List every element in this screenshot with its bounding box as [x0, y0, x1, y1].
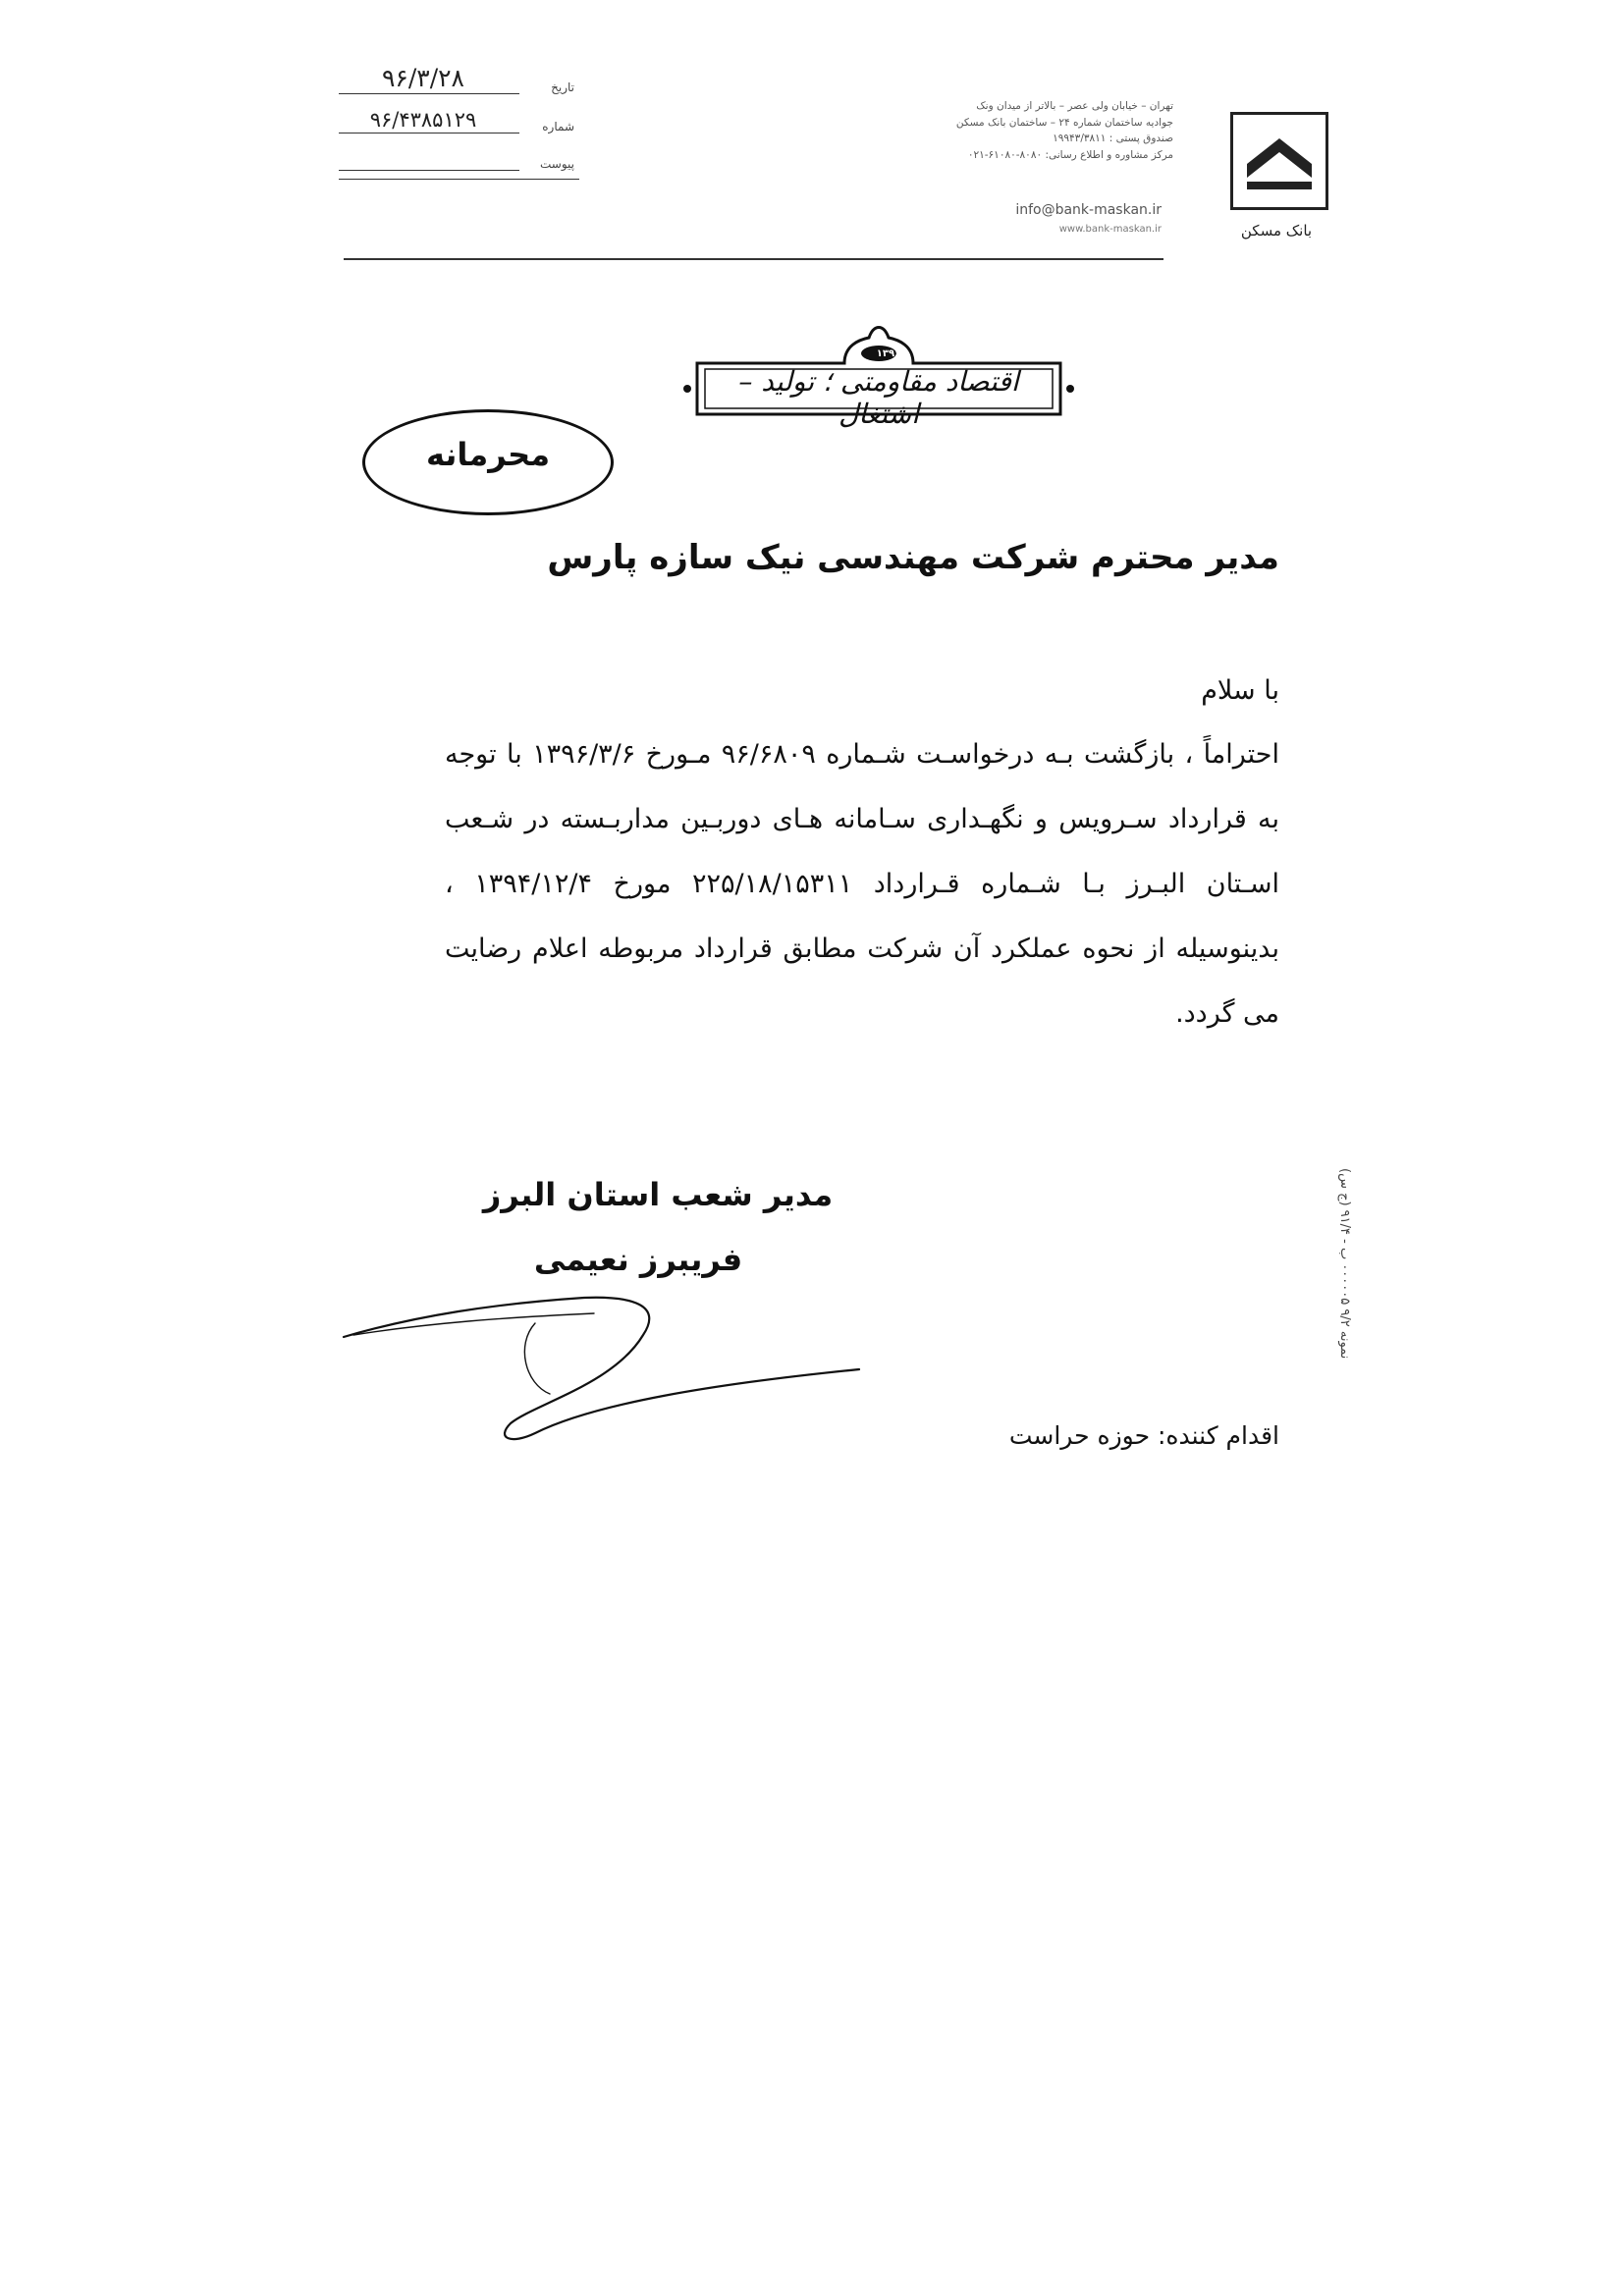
form-code — [1327, 1168, 1377, 1443]
bank-address — [879, 98, 1173, 163]
salutation: با سلام — [1201, 675, 1279, 706]
address-line: جوادیه ساختمان شماره ۲۴ – ساختمان بانک مسکن — [955, 116, 1173, 129]
address-line: تهران – خیابان ولی عصر – بالاتر از میدان ونک — [976, 100, 1173, 112]
bank-website: www.bank-maskan.ir — [1058, 224, 1162, 235]
date-label: تاریخ — [551, 80, 574, 94]
form-code-text: نمونه ۹/۲ ۰۰۰۰۰۵ ب - ۹۱/۴ (ج س) — [1337, 1168, 1352, 1360]
attachment-underline — [339, 179, 579, 180]
confidential-label: محرمانه — [425, 436, 551, 473]
bank-logo-icon — [1230, 112, 1328, 210]
handwritten-signature-icon — [339, 1276, 869, 1472]
bank-email: info@bank-maskan.ir — [1015, 202, 1162, 218]
address-line: مرکز مشاوره و اطلاع رسانی: ۸۰۸۰-۶۱۰۸۰-۰۲۱ — [967, 148, 1173, 161]
signer-title: مدیر شعب استان البرز — [482, 1176, 834, 1213]
slogan-text: اقتصاد مقاومتی ؛ تولید – اشتغال — [738, 365, 1019, 430]
signer-name: فریبرز نعیمی — [533, 1241, 743, 1278]
attachment-field — [329, 137, 574, 175]
header-divider — [344, 258, 1163, 260]
slogan-year: ۱۳۹۶ — [876, 348, 901, 359]
date-value: ۹۶/۳/۲۸ — [382, 64, 464, 92]
address-line: صندوق پستی : ۱۹۹۴۳/۳۸۱۱ — [1053, 133, 1173, 144]
action-by: اقدام کننده: حوزه حراست — [1008, 1421, 1279, 1450]
number-label: شماره — [542, 120, 574, 133]
number-value: ۹۶/۴۳۸۵۱۲۹ — [369, 108, 477, 132]
recipient: مدیر محترم شرکت مهندسی نیک سازه پارس — [547, 538, 1279, 577]
attachment-label: پیوست — [540, 157, 574, 171]
date-field — [329, 61, 574, 98]
number-field — [329, 100, 574, 137]
bank-name: بانک مسکن — [1240, 222, 1313, 240]
letter-body: احتراماً ، بازگشت بـه درخواسـت شـماره ۹۶/۶۸۰۹ مـورخ ۱۳۹۶/۳/۶ با توجه به قرارداد سـرویس و نگهـداری سـامانه هـای دوربـین مداربـسته در شـعب اسـتان البـرز بـا شـماره قـرارداد ۲۲۵/۱۸/۱۵۳۱۱ مورخ ۱۳۹۴/۱۲/۴ ، بدینوسیله از نحوه عملکرد آن شرکت مطابق قرارداد مربوطه اعلام رضایت می گردد. — [445, 739, 1280, 1029]
